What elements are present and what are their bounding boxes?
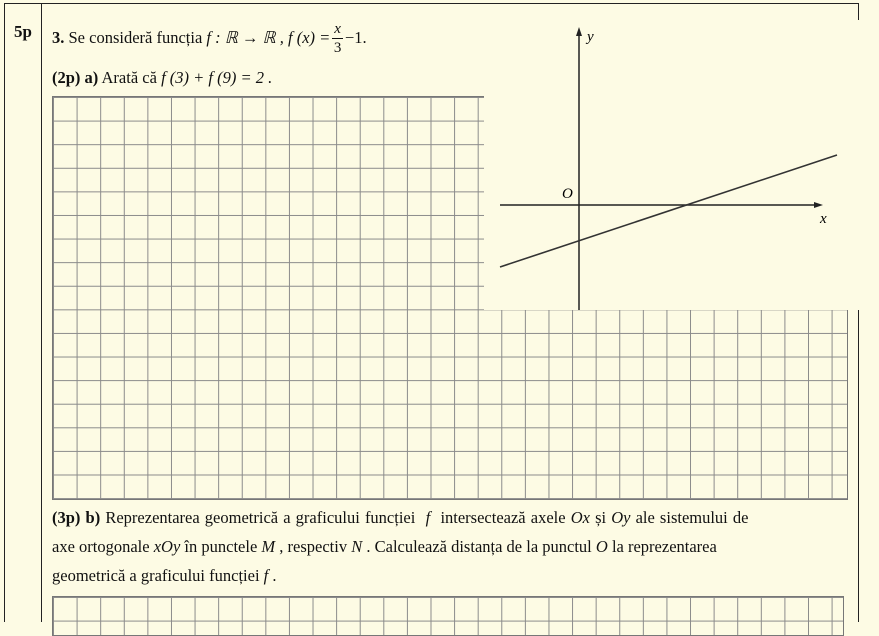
part-b-n: N bbox=[351, 537, 363, 556]
part-b-text-2b: în punctele bbox=[184, 537, 258, 556]
y-axis-arrow bbox=[576, 27, 582, 36]
origin-label: O bbox=[562, 186, 573, 202]
part-b-o: O bbox=[595, 537, 608, 556]
answer-grid-b[interactable] bbox=[52, 596, 844, 636]
fraction-denominator: 3 bbox=[333, 40, 342, 56]
problem-number: 3. bbox=[52, 27, 65, 47]
problem-statement bbox=[52, 22, 367, 56]
margin-divider-line bbox=[41, 3, 42, 622]
frame-left-line bbox=[4, 3, 5, 622]
part-b-xoy: xOy bbox=[153, 537, 181, 556]
formula-tail: −1. bbox=[344, 27, 367, 47]
part-b-text-3a: geometrică a graficului funcției bbox=[52, 566, 260, 585]
fraction-numerator: x bbox=[334, 21, 341, 37]
x-axis-label: x bbox=[820, 211, 827, 227]
part-b-m: M bbox=[261, 537, 276, 556]
part-b-text-1c: ale sistemului de bbox=[635, 508, 749, 527]
part-b-line-3 bbox=[52, 566, 277, 586]
part-b-points: (3p) bbox=[52, 508, 81, 527]
part-b-f-1: f bbox=[425, 508, 431, 527]
graph-svg bbox=[484, 20, 859, 310]
part-b-letter: b) bbox=[85, 508, 101, 527]
function-definition: f : ℝ → ℝ , bbox=[206, 27, 284, 47]
part-b-text-3b: . bbox=[272, 566, 277, 585]
points-margin-label: 5p bbox=[14, 22, 32, 41]
part-b-text-2c: , respectiv bbox=[279, 537, 348, 556]
y-axis-label: y bbox=[587, 29, 594, 45]
part-a-text: Arată că bbox=[101, 68, 157, 87]
problem-intro: Se consideră funcția bbox=[68, 27, 203, 47]
formula-fraction bbox=[332, 22, 343, 56]
part-b-text-2e: la reprezentarea bbox=[611, 537, 717, 556]
formula-lhs: f (x) = bbox=[288, 27, 331, 47]
part-b-oy: Oy bbox=[611, 508, 631, 527]
part-a-expression: f (3) + f (9) = 2 . bbox=[161, 68, 273, 87]
function-line bbox=[500, 155, 837, 267]
part-b-ox: Ox bbox=[570, 508, 590, 527]
frame-top-line bbox=[4, 3, 859, 4]
part-a-statement bbox=[52, 68, 272, 88]
part-b-text-1a: Reprezentarea geometrică a graficului funcției bbox=[105, 508, 416, 527]
part-b-f-3: f bbox=[263, 566, 269, 585]
part-a-points: (2p) bbox=[52, 68, 81, 87]
part-a-letter: a) bbox=[84, 68, 99, 87]
part-b-si: și bbox=[595, 508, 607, 527]
part-b-text-1b: intersectează axele bbox=[440, 508, 566, 527]
part-b-text-2a: axe ortogonale bbox=[52, 537, 150, 556]
part-b-line-2 bbox=[52, 537, 717, 557]
part-b-text-2d: . Calculează distanța de la punctul bbox=[366, 537, 592, 556]
part-b-line-1 bbox=[52, 508, 748, 528]
x-axis-arrow bbox=[814, 202, 823, 208]
function-graph bbox=[484, 20, 859, 310]
